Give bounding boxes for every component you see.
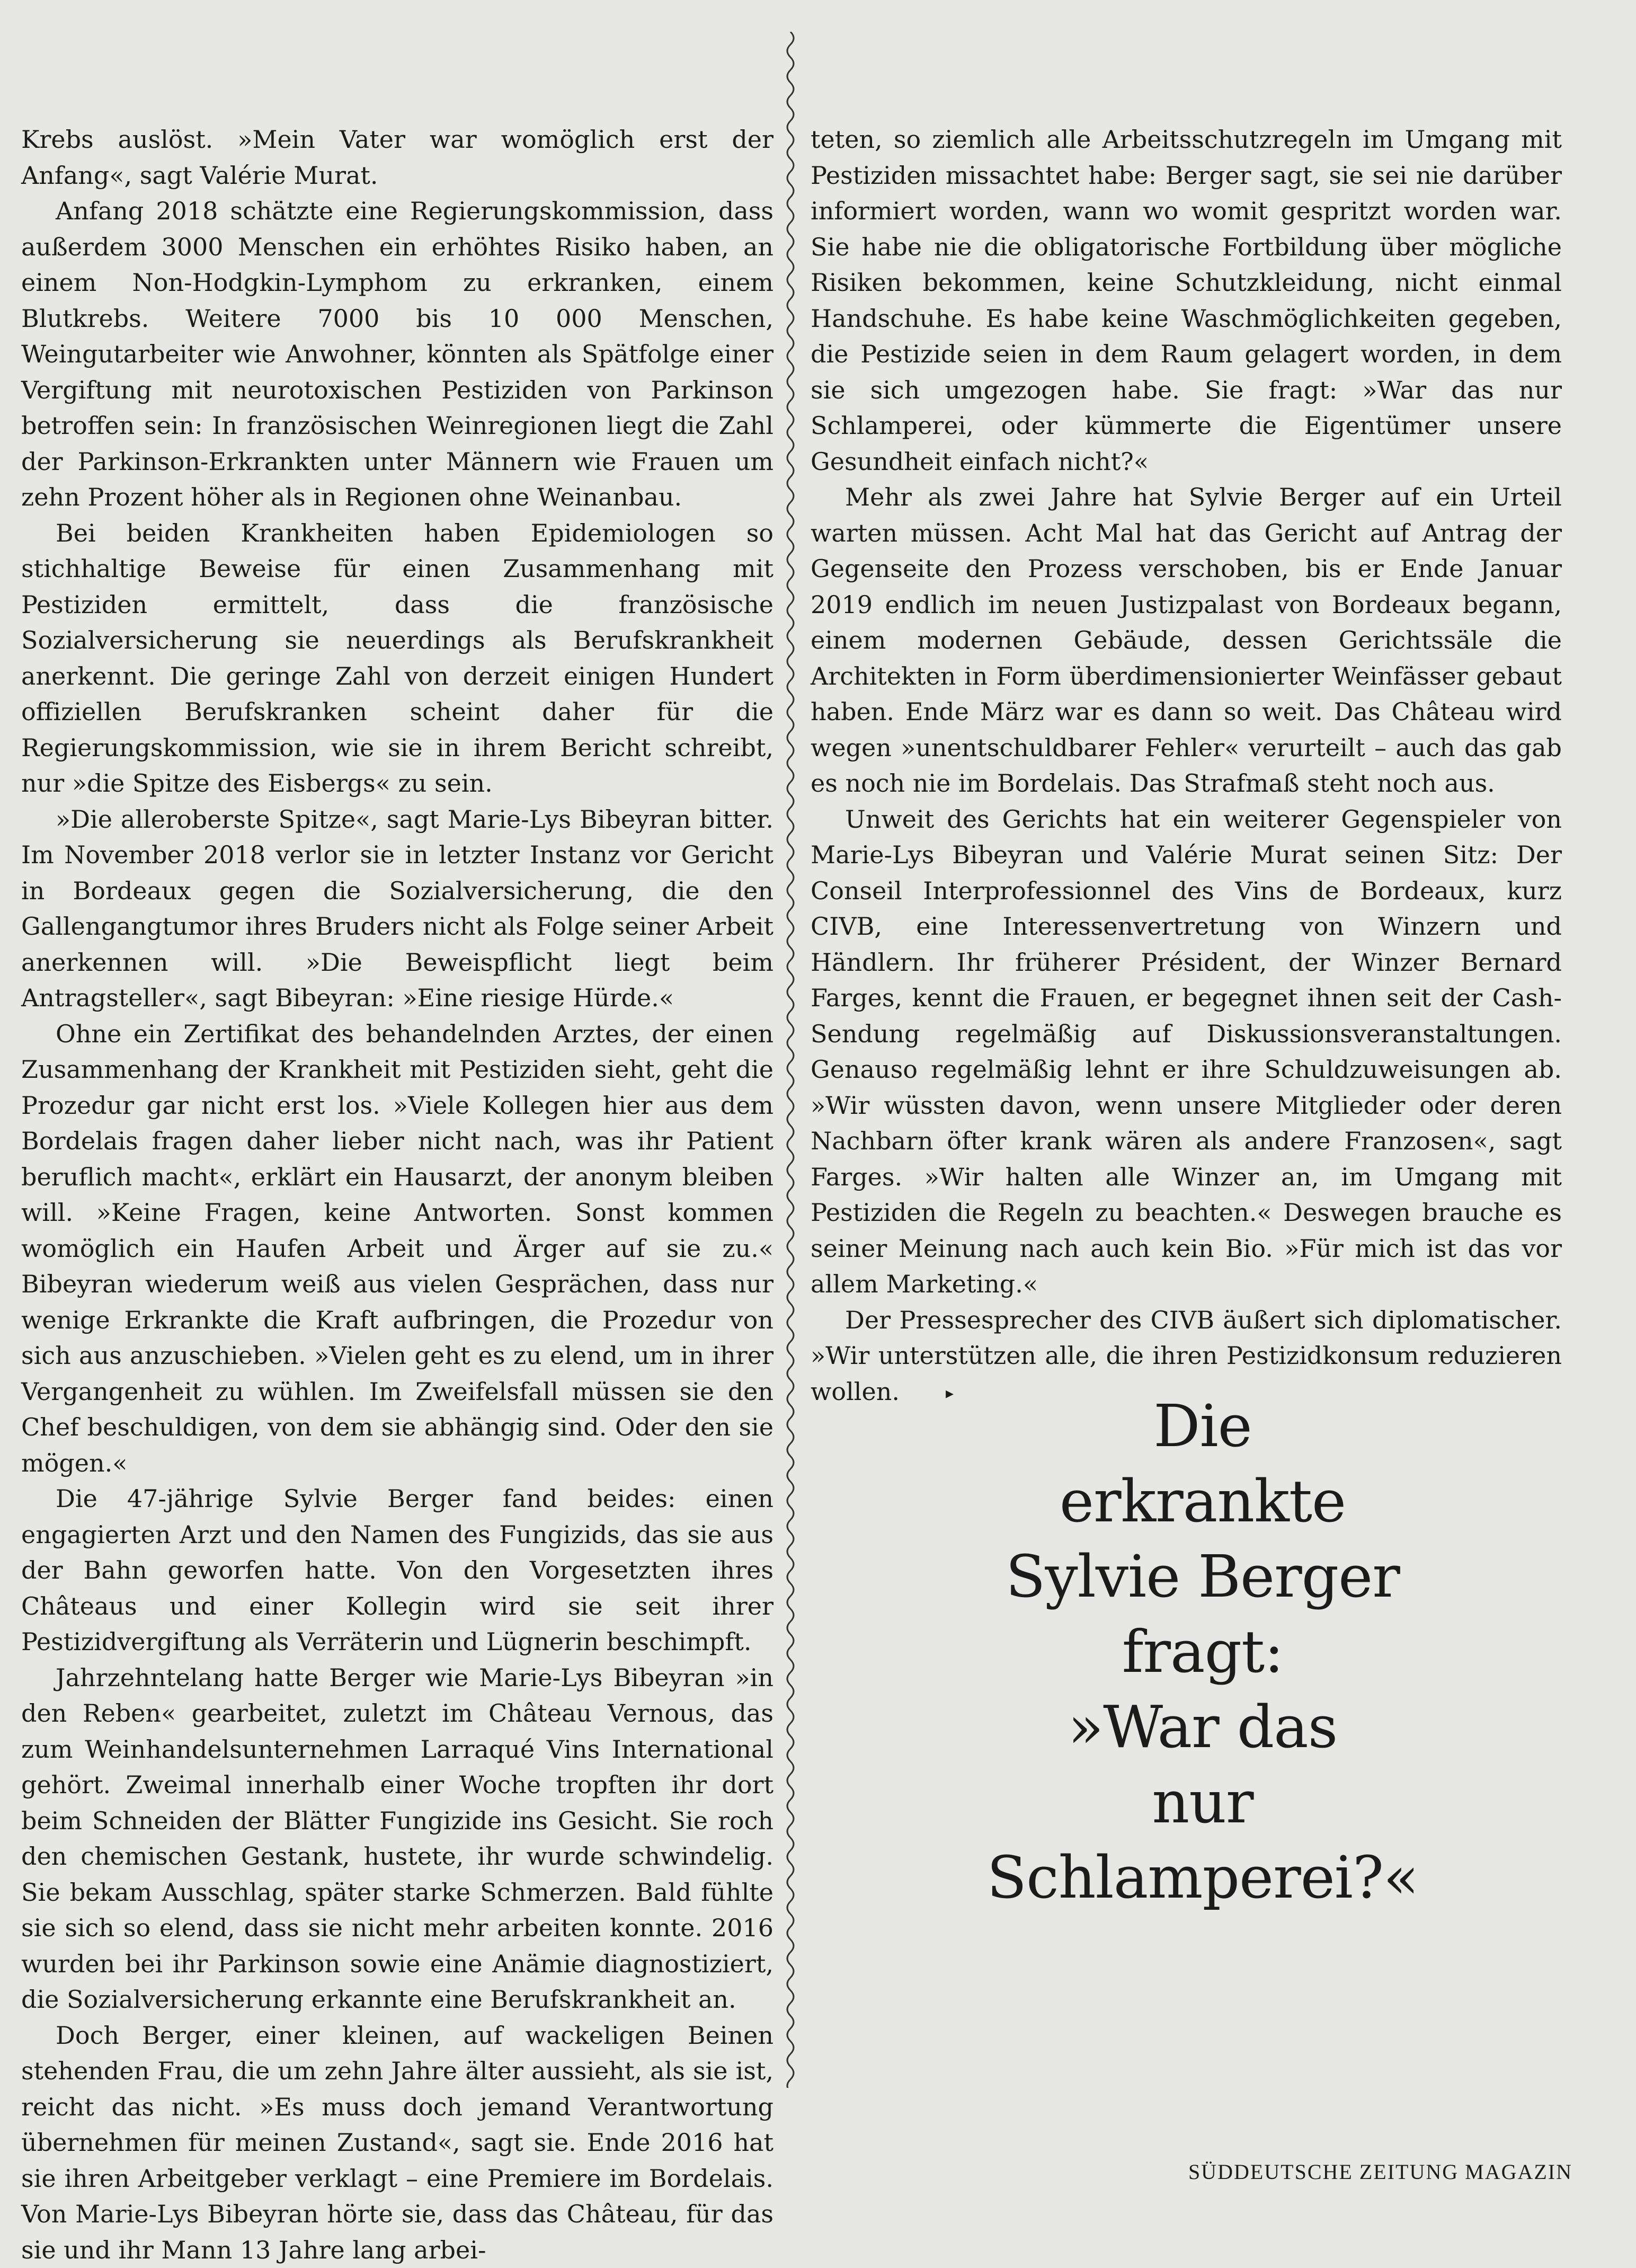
publication-footer: SÜDDEUTSCHE ZEITUNG MAGAZIN [1188, 2159, 1572, 2184]
pull-quote-line: fragt: [895, 1614, 1510, 1689]
continue-arrow-icon: ▸ [911, 1376, 954, 1412]
left-paragraph: Doch Berger, einer kleinen, auf wackeligen Beinen stehenden Frau, die um zehn Jahre älter aussieht, als sie ist, reicht das nicht. »Es muss doch jemand Verantwortung übernehmen für meinen Zustand«, sagt sie. Ende 2016 hat sie ihren Arbeitgeber verklagt – eine Premiere im Bordelais. Von Marie-Lys Bibeyran hörte sie, dass das Château, für das sie und ihr Mann 13 Jahre lang arbei- [21, 2018, 773, 2268]
left-paragraph: Die 47-jährige Sylvie Berger fand beides: einen engagierten Arzt und den Namen des Fungizids, das sie aus der Bahn geworfen hatte. Von den Vorgesetzten ihres Châteaus und einer Kollegin wird sie seit ihrer Pestizidvergiftung als Verräterin und Lügnerin beschimpft. [21, 1481, 773, 1660]
left-paragraph: Anfang 2018 schätzte eine Regierungskommission, dass außerdem 3000 Menschen ein erhöhtes Risiko haben, an einem Non-Hodgkin-Lymphom zu erkranken, einem Blutkrebs. Weitere 7000 bis 10 000 Menschen, Weingutarbeiter wie Anwohner, könnten als Spätfolge einer Vergiftung mit neurotoxischen Pestiziden von Parkinson betroffen sein: In französischen Weinregionen liegt die Zahl der Parkinson-Erkrankten unter Männern wie Frauen um zehn Prozent höher als in Regionen ohne Weinanbau. [21, 193, 773, 516]
right-paragraph: teten, so ziemlich alle Arbeitsschutzregeln im Umgang mit Pestiziden missachtet habe: Berger sagt, sie sei nie darüber informiert worden, wann wo womit gespritzt worden war. Sie habe nie die obligatorische Fortbildung über mögliche Risiken bekommen, keine Schutzkleidung, nicht einmal Handschuhe. Es habe keine Waschmöglichkeiten gegeben, die Pestizide seien in dem Raum gelagert worden, in dem sie sich umgezogen habe. Sie fragt: »War das nur Schlamperei, oder kümmerte die Eigentümer unsere Gesundheit einfach nicht?« [811, 122, 1562, 480]
left-paragraph: Krebs auslöst. »Mein Vater war womöglich erst der Anfang«, sagt Valérie Murat. [21, 122, 773, 193]
right-paragraph-text: Der Pressesprecher des CIVB äußert sich diplomatischer. »Wir unterstützen alle, die ihren Pestizidkonsum reduzieren wollen. [811, 1306, 1562, 1406]
right-text-column [811, 122, 1562, 1411]
left-text-column [21, 122, 773, 2268]
pull-quote-line: Sylvie Berger [895, 1539, 1510, 1614]
column-divider-wavy-rule [780, 32, 801, 2088]
right-paragraph: Unweit des Gerichts hat ein weiterer Gegenspieler von Marie-Lys Bibeyran und Valérie Murat seinen Sitz: Der Conseil Interprofessionnel des Vins de Bordeaux, kurz CIVB, eine Interessenvertretung von Winzern und Händlern. Ihr früherer Président, der Winzer Bernard Farges, kennt die Frauen, er begegnet ihnen seit der Cash-Sendung regelmäßig auf Diskussionsveranstaltungen. Genauso regelmäßig lehnt er ihre Schuldzuweisungen ab. »Wir wüssten davon, wenn unsere Mitglieder oder deren Nachbarn öfter krank wären als andere Franzosen«, sagt Farges. »Wir halten alle Winzer an, im Umgang mit Pestiziden die Regeln zu beachten.« Deswegen brauche es seiner Meinung nach auch kein Bio. »Für mich ist das vor allem Marketing.« [811, 802, 1562, 1303]
pull-quote-line: »War das [895, 1689, 1510, 1765]
pull-quote-line: nur [895, 1765, 1510, 1840]
left-paragraph: »Die alleroberste Spitze«, sagt Marie-Lys Bibeyran bitter. Im November 2018 verlor sie in letzter Instanz vor Gericht in Bordeaux gegen die Sozialversicherung, die den Gallengangtumor ihres Bruders nicht als Folge seiner Arbeit anerkennen will. »Die Beweispflicht liegt beim Antragsteller«, sagt Bibeyran: »Eine riesige Hürde.« [21, 802, 773, 1016]
pull-quote-line: erkrankte [895, 1464, 1510, 1539]
left-paragraph: Jahrzehntelang hatte Berger wie Marie-Lys Bibeyran »in den Reben« gearbeitet, zuletzt im Château Vernous, das zum Weinhandelsunternehmen Larraqué Vins International gehört. Zweimal innerhalb einer Woche tropften ihr dort beim Schneiden der Blätter Fungizide ins Gesicht. Sie roch den chemischen Gestank, hustete, ihr wurde schwindelig. Sie bekam Ausschlag, später starke Schmerzen. Bald fühlte sie sich so elend, dass sie nicht mehr arbeiten konnte. 2016 wurden bei ihr Parkinson sowie eine Anämie diagnostiziert, die Sozialversicherung erkannte eine Berufskrankheit an. [21, 1660, 773, 2018]
left-paragraph: Ohne ein Zertifikat des behandelnden Arztes, der einen Zusammenhang der Krankheit mit Pestiziden sieht, geht die Prozedur gar nicht erst los. »Viele Kollegen hier aus dem Bordelais fragen daher lieber nicht nach, was ihr Patient beruflich macht«, erklärt ein Hausarzt, der anonym bleiben will. »Keine Fragen, keine Antworten. Sonst kommen womöglich ein Haufen Arbeit und Ärger auf sie zu.« Bibeyran wiederum weiß aus vielen Gesprächen, dass nur wenige Erkrankte die Kraft aufbringen, die Prozedur von sich aus anzuschieben. »Vielen geht es zu elend, um in ihrer Vergangenheit zu wühlen. Im Zweifelsfall müssen sie den Chef beschuldigen, von dem sie abhängig sind. Oder den sie mögen.« [21, 1016, 773, 1482]
pull-quote-line: Schlamperei?« [895, 1840, 1510, 1915]
left-paragraph: Bei beiden Krankheiten haben Epidemiologen so stichhaltige Beweise für einen Zusammenhang mit Pestiziden ermittelt, dass die französische Sozialversicherung sie neuerdings als Berufskrankheit anerkennt. Die geringe Zahl von derzeit einigen Hundert offiziellen Berufskranken scheint daher für die Regierungskommission, wie sie in ihrem Bericht schreibt, nur »die Spitze des Eisbergs« zu sein. [21, 516, 773, 802]
right-paragraph: Mehr als zwei Jahre hat Sylvie Berger auf ein Urteil warten müssen. Acht Mal hat das Gericht auf Antrag der Gegenseite den Prozess verschoben, bis er Ende Januar 2019 endlich im neuen Justizpalast von Bordeaux begann, einem modernen Gebäude, dessen Gerichtssäle die Architekten in Form überdimensionierter Weinfässer gebaut haben. Ende März war es dann so weit. Das Château wird wegen »unentschuldbarer Fehler« verurteilt – auch das gab es noch nie im Bordelais. Das Strafmaß steht noch aus. [811, 480, 1562, 802]
pull-quote [895, 1388, 1510, 1915]
pull-quote-line: Die [895, 1388, 1510, 1464]
